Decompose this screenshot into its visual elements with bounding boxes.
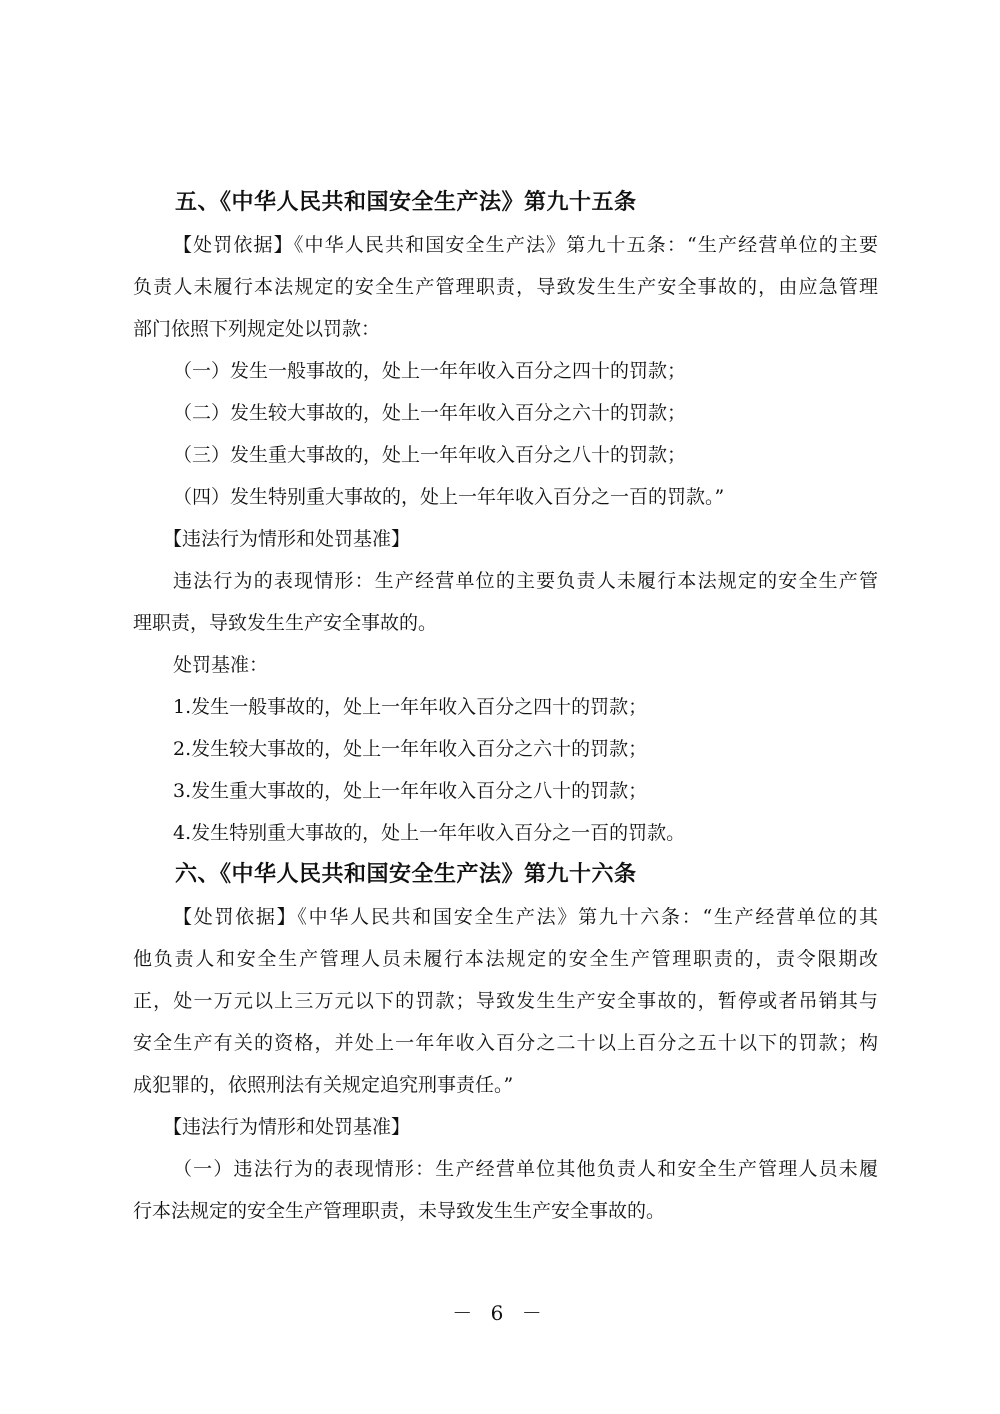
- penalty-label: 处罚基准：: [173, 654, 269, 676]
- behavior-line: 行本法规定的安全生产管理职责，未导致发生生产安全事故的。: [133, 1200, 666, 1222]
- penalty-item: 1.发生一般事故的，处上一年年收入百分之四十的罚款；: [173, 696, 648, 718]
- standard-header: 【违法行为情形和处罚基准】: [163, 1116, 411, 1138]
- basis-line: 【处罚依据】《中华人民共和国安全生产法》第九十五条：“生产经营单位的主要: [173, 234, 878, 256]
- page-number: － 6 －: [452, 1301, 548, 1325]
- basis-line: 部门依照下列规定处以罚款：: [133, 318, 381, 340]
- behavior-line: （一）违法行为的表现情形：生产经营单位其他负责人和安全生产管理人员未履: [173, 1158, 878, 1180]
- penalty-item: 2.发生较大事故的，处上一年年收入百分之六十的罚款；: [173, 738, 648, 760]
- penalty-item: 3.发生重大事故的，处上一年年收入百分之八十的罚款；: [173, 780, 648, 802]
- basis-line: 成犯罪的，依照刑法有关规定追究刑事责任。”: [133, 1074, 514, 1096]
- section-heading: 六、《中华人民共和国安全生产法》第九十六条: [175, 861, 637, 887]
- basis-line: 正，处一万元以上三万元以下的罚款；导致发生生产安全事故的，暂停或者吊销其与: [133, 990, 878, 1012]
- list-item: （三）发生重大事故的，处上一年年收入百分之八十的罚款；: [173, 444, 687, 466]
- basis-line: 他负责人和安全生产管理人员未履行本法规定的安全生产管理职责的，责令限期改: [133, 948, 878, 970]
- behavior-line: 违法行为的表现情形：生产经营单位的主要负责人未履行本法规定的安全生产管: [173, 570, 878, 592]
- behavior-line: 理职责，导致发生生产安全事故的。: [133, 612, 438, 634]
- list-item: （二）发生较大事故的，处上一年年收入百分之六十的罚款；: [173, 402, 687, 424]
- basis-line: 负责人未履行本法规定的安全生产管理职责，导致发生生产安全事故的，由应急管理: [133, 276, 878, 298]
- section-heading: 五、《中华人民共和国安全生产法》第九十五条: [175, 189, 637, 215]
- list-item: （一）发生一般事故的，处上一年年收入百分之四十的罚款；: [173, 360, 687, 382]
- penalty-item: 4.发生特别重大事故的，处上一年年收入百分之一百的罚款。: [173, 822, 686, 844]
- basis-line: 【处罚依据】《中华人民共和国安全生产法》第九十六条：“生产经营单位的其: [173, 906, 878, 928]
- basis-line: 安全生产有关的资格，并处上一年年收入百分之二十以上百分之五十以下的罚款；构: [133, 1032, 878, 1054]
- standard-header: 【违法行为情形和处罚基准】: [163, 528, 411, 550]
- list-item: （四）发生特别重大事故的，处上一年年收入百分之一百的罚款。”: [173, 486, 725, 508]
